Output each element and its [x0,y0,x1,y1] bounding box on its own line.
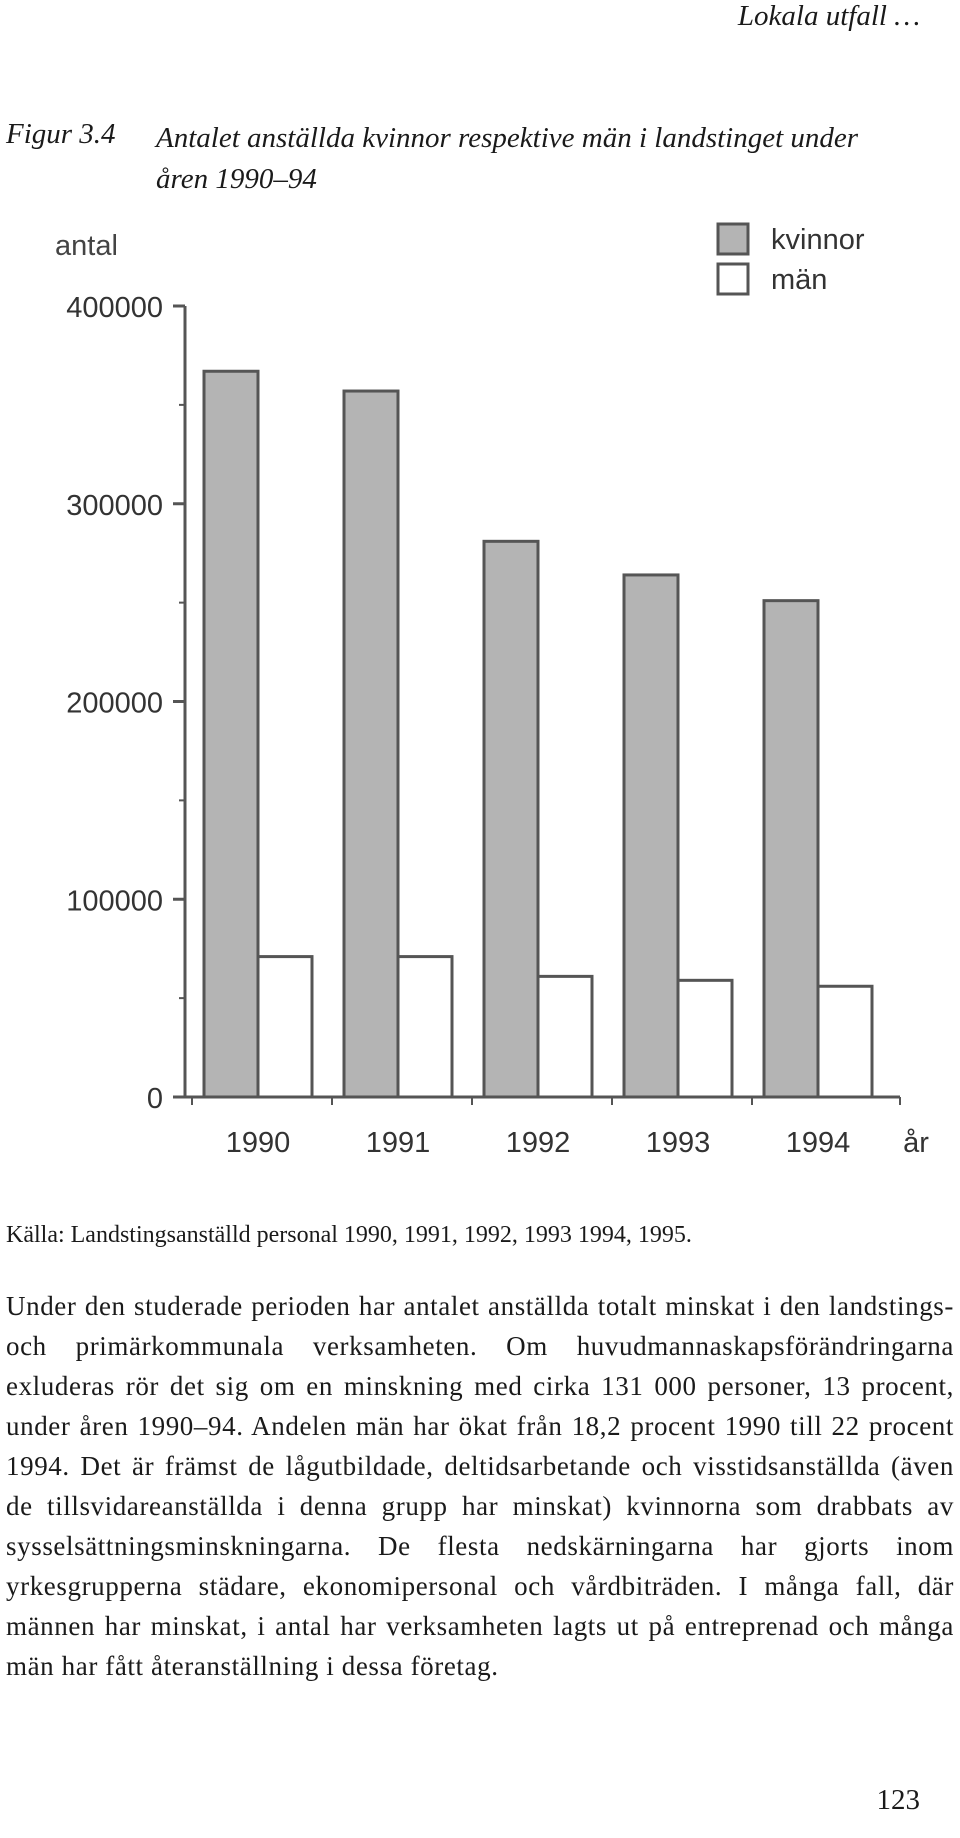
body-text [6,1286,954,1686]
bar-män-1992 [538,976,592,1097]
x-axis-label: år [903,1127,929,1159]
bar-kvinnor-1992 [484,541,538,1097]
body-paragraph: Under den studerade perioden har antalet anställda totalt minskat i den landstings- och primärkommunala verksamheten. Om huvudmannaskapsförändringarna exluderas rör det sig om en minskning med cirka 131 000 personer, 13 procent, under åren 1990–94. Andelen män har ökat från 18,2 procent 1990 till 22 procent 1994. Det är främst de lågutbildade, deltidsarbetande och visstidsanställda (även de tillsvidareanställda i denna grupp har minskat) kvinnorna som drabbats av sysselsättningsminskningarna. De flesta nedskärningarna har gjorts inom yrkesgrupperna städare, ekonomipersonal och vårdbiträden. I många fall, där männen har minskat, i antal har verksamheten lagts ut på entreprenad och många män har fått återanställning i dessa företag. [6,1291,954,1681]
bar-män-1991 [398,957,452,1097]
y-tick-label: 200000 [66,687,163,720]
x-tick-label: 1994 [785,1127,851,1159]
page-number: 123 [876,1784,920,1816]
x-tick-label: 1992 [505,1127,571,1159]
figure-label: Figur 3.4 [6,118,116,150]
figure-caption: Antalet anställda kvinnor respektive män i landstinget under åren 1990–94 [156,122,859,195]
y-tick-label: 0 [146,1083,163,1115]
x-tick-label: 1991 [365,1127,431,1159]
x-tick-label: 1990 [225,1127,291,1159]
running-head: Lokala utfall … [737,0,920,32]
legend-label-män: män [771,264,828,296]
y-tick-label: 300000 [66,489,163,522]
y-tick-label: 400000 [66,292,163,324]
source-note: Källa: Landstingsanställd personal 1990, 1991, 1992, 1993 1994, 1995. [6,1222,692,1248]
bar-män-1990 [258,957,312,1097]
bar-kvinnor-1990 [204,371,258,1097]
bar-män-1993 [678,980,732,1097]
bar-kvinnor-1994 [764,601,818,1097]
legend-swatch-män [718,264,748,294]
y-axis-label: antal [55,230,118,262]
bar-kvinnor-1991 [344,391,398,1097]
x-tick-label: 1993 [645,1127,711,1159]
bar-kvinnor-1993 [624,575,678,1097]
bar-män-1994 [818,986,872,1097]
legend-swatch-kvinnor [718,224,748,254]
y-tick-label: 100000 [66,885,163,918]
legend-label-kvinnor: kvinnor [771,224,865,256]
